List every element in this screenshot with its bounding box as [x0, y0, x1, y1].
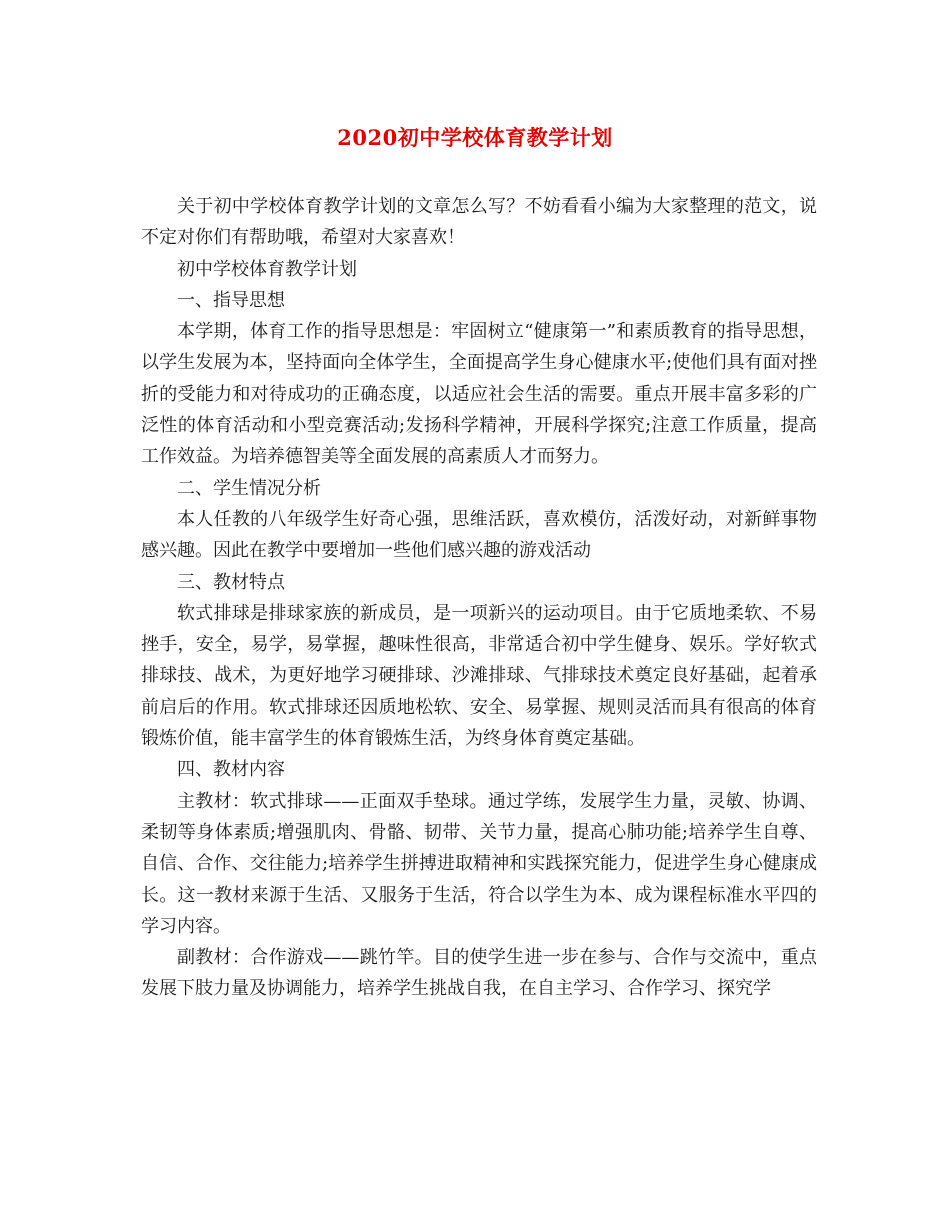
- paragraph-student-analysis: 本人任教的八年级学生好奇心强，思维活跃，喜欢模仿，活泼好动，对新鲜事物感兴趣。因此在教学中要增加一些他们感兴趣的游戏活动: [141, 508, 817, 562]
- document-body: [141, 191, 817, 1005]
- section-heading-student-analysis: 二、学生情况分析: [177, 477, 321, 499]
- paragraph-secondary-material: 副教材：合作游戏——跳竹竿。目的使学生进一步在参与、合作与交流中，重点发展下肢力量及协调能力，培养学生挑战自我，在自主学习、合作学习、探究学: [141, 947, 817, 1000]
- section-heading-material-content: 四、教材内容: [177, 759, 285, 781]
- section-heading-guiding-ideology: 一、指导思想: [177, 289, 285, 311]
- paragraph-material-features: 软式排球是排球家族的新成员，是一项新兴的运动项目。由于它质地柔软、不易挫手，安全，易学，易掌握，趣味性很高，非常适合初中学生健身、娱乐。学好软式排球技、战术，为更好地学习硬排球、沙滩排球、气排球技术奠定良好基础，起着承前启后的作用。软式排球还因质地松软、安全、易掌握、规则灵活而具有很高的体育锻炼价值，能丰富学生的体育锻炼生活，为终身体育奠定基础。: [141, 602, 817, 750]
- paragraph-subtitle: 初中学校体育教学计划: [177, 258, 357, 280]
- paragraph-main-material: 主教材：软式排球——正面双手垫球。通过学练，发展学生力量，灵敏、协调、柔韧等身体素质;增强肌肉、骨骼、韧带、关节力量，提高心肺功能;培养学生自尊、自信、合作、交往能力;培养学生拼搏进取精神和实践探究能力，促进学生身心健康成长。这一教材来源于生活、又服务于生活，符合以学生为本、成为课程标准水平四的学习内容。: [141, 790, 817, 937]
- document-title: 2020初中学校体育教学计划: [337, 125, 613, 150]
- paragraph-guiding-ideology: 本学期，体育工作的指导思想是：牢固树立“健康第一”和素质教育的指导思想，以学生发展为本，坚持面向全体学生，全面提高学生身心健康水平;使他们具有面对挫折的受能力和对待成功的正确态度，以适应社会生活的需要。重点开展丰富多彩的广泛性的体育活动和小型竞赛活动;发扬科学精神，开展科学探究;注意工作质量，提高工作效益。为培养德智美等全面发展的高素质人才而努力。: [141, 321, 817, 468]
- section-heading-material-features: 三、教材特点: [177, 571, 285, 593]
- paragraph-intro: 关于初中学校体育教学计划的文章怎么写？不妨看看小编为大家整理的范文，说不定对你们有帮助哦，希望对大家喜欢！: [141, 196, 817, 249]
